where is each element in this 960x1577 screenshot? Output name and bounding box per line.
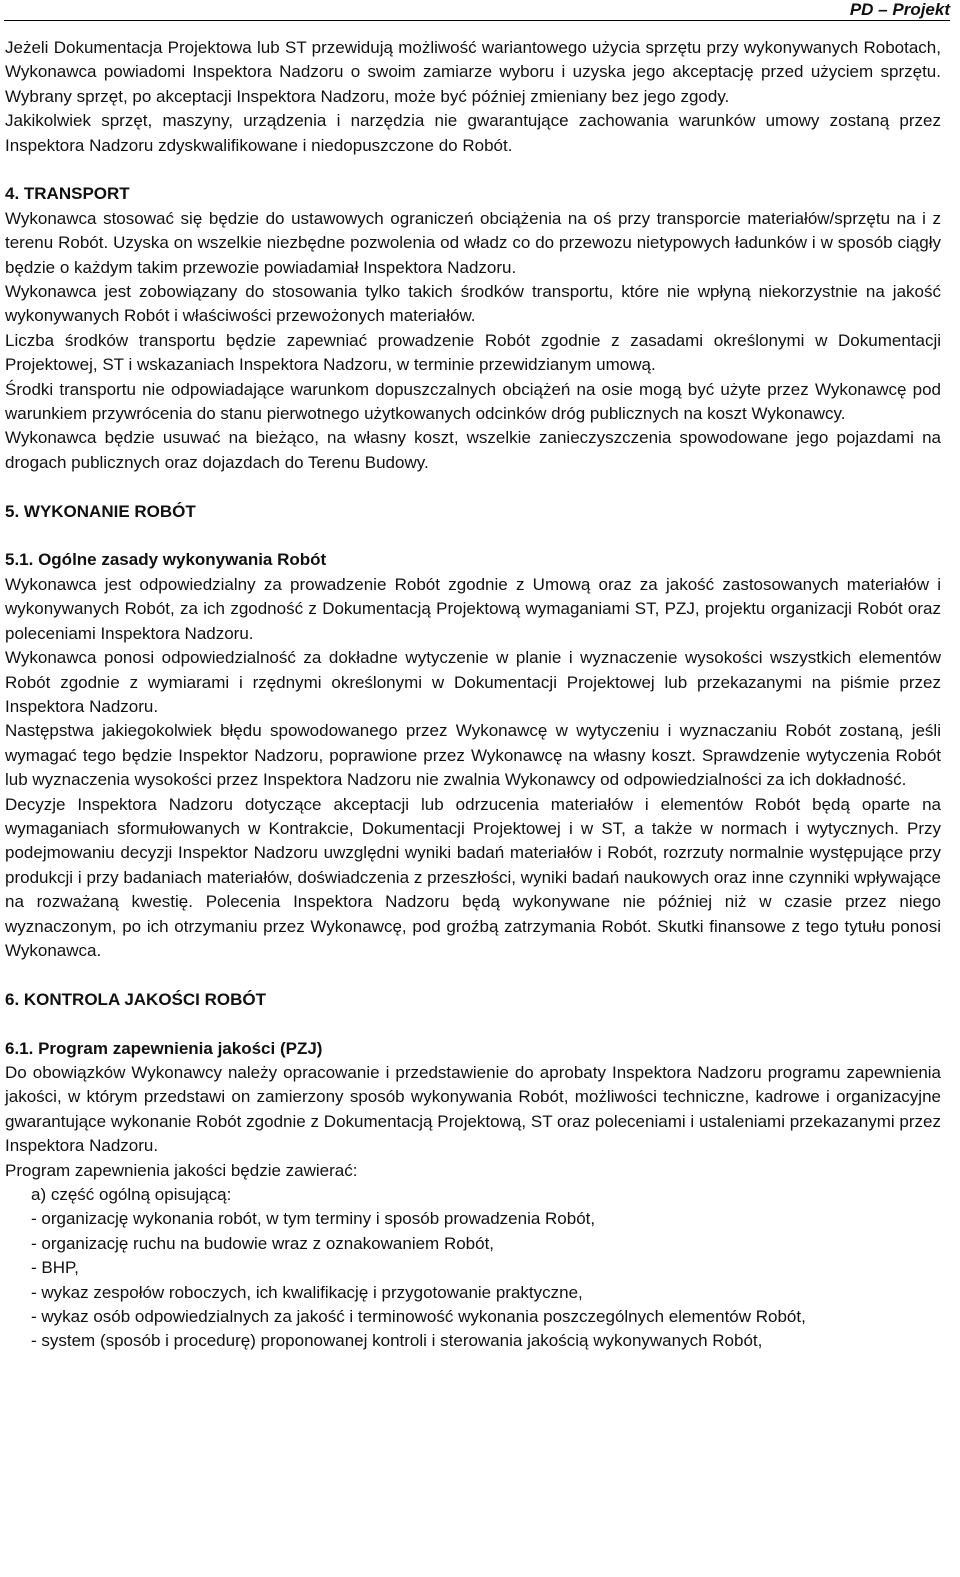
subsection-heading-6-1: 6.1. Program zapewnienia jakości (PZJ)	[5, 1038, 323, 1058]
paragraph: Wykonawca ponosi odpowiedzialność za dokładne wytyczenie w planie i wyznaczenie wysokości wszystkich elementów Robót zgodnie z wymiarami i rzędnymi określonymi w Dokumentacji Projektowej lub przekazanymi na piśmie przez Inspektora Nadzoru.	[5, 648, 941, 716]
paragraph: Decyzje Inspektora Nadzoru dotyczące akceptacji lub odrzucenia materiałów i elementów Robót będą oparte na wymaganiach sformułowanych w Kontrakcie, Dokumentacji Projektowej i w ST, a także w normach i wytycznych. Przy podejmowaniu decyzji Inspektor Nadzoru uwzględni wyniki badań materiałów i Robót, rozrzuty normalnie występujące przy produkcji i przy badaniach materiałów, doświadczenia z przeszłości, wyniki badań naukowych oraz inne czynniki wpływające na rozważaną kwestię. Polecenia Inspektora Nadzoru będą wykonywane nie później niż w czasie przez niego wyznaczonym, po ich otrzymaniu przez Wykonawcę, pod groźbą zatrzymania Robót. Skutki finansowe z tego tytułu ponosi Wykonawca.	[5, 794, 941, 960]
section-heading-5: 5. WYKONANIE ROBÓT	[5, 501, 196, 521]
header-divider	[4, 20, 950, 21]
list-item: - organizację wykonania robót, w tym terminy i sposób prowadzenia Robót,	[31, 1209, 596, 1229]
requirements-list	[5, 1207, 941, 1353]
spacer	[5, 475, 941, 499]
section-heading-4: 4. TRANSPORT	[5, 184, 130, 204]
spacer	[5, 1012, 941, 1036]
list-item: - system (sposób i procedurę) proponowanej kontroli i sterowania jakością wykonywanych Robót,	[31, 1331, 763, 1351]
paragraph: Program zapewnienia jakości będzie zawierać:	[5, 1160, 358, 1180]
paragraph: Wykonawca będzie usuwać na bieżąco, na własny koszt, wszelkie zanieczyszczenia spowodowane jego pojazdami na drogach publicznych oraz dojazdach do Terenu Budowy.	[5, 428, 941, 472]
subsection-heading-5-1: 5.1. Ogólne zasady wykonywania Robót	[5, 550, 327, 570]
paragraph: Liczba środków transportu będzie zapewniać prowadzenie Robót zgodnie z zasadami określonymi w Dokumentacji Projektowej, ST i wskazaniach Inspektora Nadzoru, w terminie przewidzianym umową.	[5, 330, 941, 375]
list-item: - wykaz zespołów roboczych, ich kwalifikację i przygotowanie praktyczne,	[31, 1282, 583, 1302]
list-title: a) część ogólną opisującą:	[31, 1185, 232, 1205]
list-item: - BHP,	[31, 1258, 79, 1278]
section-heading-6: 6. KONTROLA JAKOŚCI ROBÓT	[5, 989, 266, 1009]
list-item: - organizację ruchu na budowie wraz z oznakowaniem Robót,	[31, 1233, 495, 1253]
paragraph: Jakikolwiek sprzęt, maszyny, urządzenia i narzędzia nie gwarantujące zachowania warunków umowy zostaną przez Inspektora Nadzoru zdyskwalifikowane i niedopuszczone do Robót.	[5, 111, 941, 155]
header-title: PD – Projekt	[849, 0, 950, 19]
paragraph: Do obowiązków Wykonawcy należy opracowanie i przedstawienie do aprobaty Inspektora Nadzoru programu zapewnienia jakości, w którym przedstawi on zamierzony sposób wykonywania Robót, możliwości techniczne, kadrowe i organizacyjne gwarantujące wykonanie Robót zgodnie z Dokumentacją Projektową, ST oraz poleceniami i ustaleniami przekazanymi przez Inspektora Nadzoru.	[5, 1062, 941, 1156]
list-item: - wykaz osób odpowiedzialnych za jakość i terminowość wykonania poszczególnych elementów Robót,	[31, 1307, 806, 1327]
spacer	[5, 158, 941, 182]
paragraph: Jeżeli Dokumentacja Projektowa lub ST przewidują możliwość wariantowego użycia sprzętu przy wykonywanych Robotach, Wykonawca powiadomi Inspektora Nadzoru o swoim zamiarze wyboru i uzyska jego akceptację przed użyciem sprzętu. Wybrany sprzęt, po akceptacji Inspektora Nadzoru, może być później zmieniany bez jego zgody.	[5, 38, 941, 106]
paragraph: Wykonawca jest zobowiązany do stosowania tylko takich środków transportu, które nie wpłyną niekorzystnie na jakość wykonywanych Robót i właściwości przewożonych materiałów.	[5, 282, 941, 326]
paragraph: Wykonawca jest odpowiedzialny za prowadzenie Robót zgodnie z Umową oraz za jakość zastosowanych materiałów i wykonywanych Robót, za ich zgodność z Dokumentacją Projektową wymaganiami ST, PZJ, projektu organizacji Robót oraz poleceniami Inspektora Nadzoru.	[5, 574, 941, 643]
spacer	[5, 963, 941, 987]
paragraph: Wykonawca stosować się będzie do ustawowych ograniczeń obciążenia na oś przy transporcie materiałów/sprzętu na i z terenu Robót. Uzyska on wszelkie niezbędne pozwolenia od władz co do przewozu nietypowych ładunków i w sposób ciągły będzie o każdym takim przewozie powiadamiał Inspektora Nadzoru.	[5, 208, 941, 277]
paragraph: Środki transportu nie odpowiadające warunkom dopuszczalnych obciążeń na osie mogą być użyte przez Wykonawcę pod warunkiem przywrócenia do stanu pierwotnego użytkowanych odcinków dróg publicznych na koszt Wykonawcy.	[5, 379, 941, 424]
spacer	[5, 524, 941, 548]
page-header	[0, 0, 960, 22]
paragraph: Następstwa jakiegokolwiek błędu spowodowanego przez Wykonawcę w wytyczeniu i wyznaczaniu Robót zostaną, jeśli wymagać tego będzie Inspektor Nadzoru, poprawione przez Wykonawcę na własny koszt. Sprawdzenie wytyczenia Robót lub wyznaczenia wysokości przez Inspektora Nadzoru nie zwalnia Wykonawcy od odpowiedzialności za ich dokładność.	[5, 721, 941, 790]
document-body	[5, 36, 941, 1354]
